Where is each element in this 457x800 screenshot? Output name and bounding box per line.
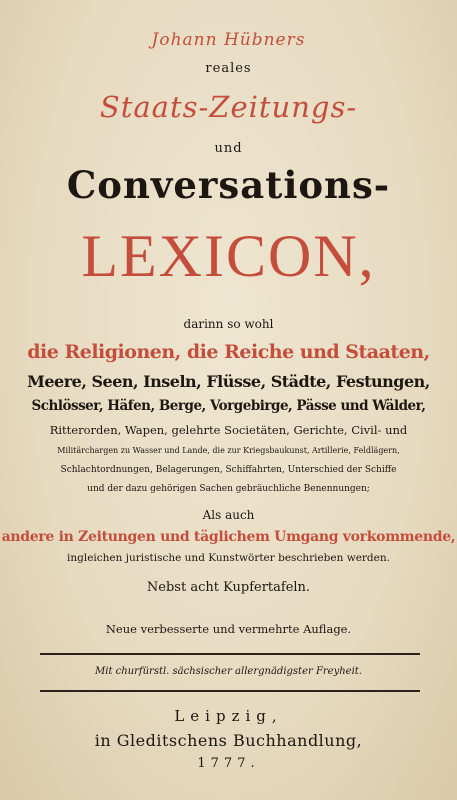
text-conversations: Conversations- xyxy=(66,163,391,207)
text-verlag: in Gleditschens Buchhandlung, xyxy=(94,731,363,750)
text-schloesser: Schlösser, Häfen, Berge, Vorgebirge, Pässe und Wälder, xyxy=(31,398,426,414)
text-darinn: darinn so wohl xyxy=(183,317,274,331)
text-nebst: Nebst acht Kupfertafeln. xyxy=(146,580,311,595)
text-und-1: und xyxy=(214,141,243,156)
text-meere: Meere, Seen, Inseln, Flüsse, Städte, Festungen, xyxy=(27,372,430,391)
text-andere: andere in Zeitungen und täglichem Umgang vorkommende, xyxy=(1,529,456,545)
text-ritterorden: Ritterorden, Wapen, gelehrte Societäten, Gerichte, Civil- und xyxy=(49,423,408,437)
text-ingleichen: ingleichen juristische und Kunstwörter beschrieben werden. xyxy=(67,552,390,564)
text-staats-zeitungs: Staats-Zeitungs- xyxy=(99,90,358,124)
divider-bottom xyxy=(40,690,420,692)
divider-top xyxy=(40,653,420,655)
author-name: Johann Hübners xyxy=(151,30,306,50)
text-dazu: und der dazu gehörigen Sachen gebräuchliche Benennungen; xyxy=(87,484,370,494)
text-militaer: Militärchargen zu Wasser und Lande, die zur Kriegsbaukunst, Artillerie, Feldlägern, xyxy=(57,446,400,455)
text-als-auch: Als auch xyxy=(202,508,255,522)
text-schlachtordnungen: Schlachtordnungen, Belagerungen, Schiffahrten, Unterschied der Schiffe xyxy=(60,465,397,475)
text-reales: reales xyxy=(205,61,252,76)
text-neue-auflage: Neue verbesserte und vermehrte Auflage. xyxy=(105,622,352,636)
text-privileg: Mit churfürstl. sächsischer allergnädigster Freyheit. xyxy=(95,666,362,677)
text-lexicon: LEXICON, xyxy=(81,223,376,289)
text-year: 1777. xyxy=(197,756,260,771)
text-religionen: die Religionen, die Reiche und Staaten, xyxy=(27,341,430,363)
text-leipzig: Leipzig, xyxy=(174,707,283,725)
